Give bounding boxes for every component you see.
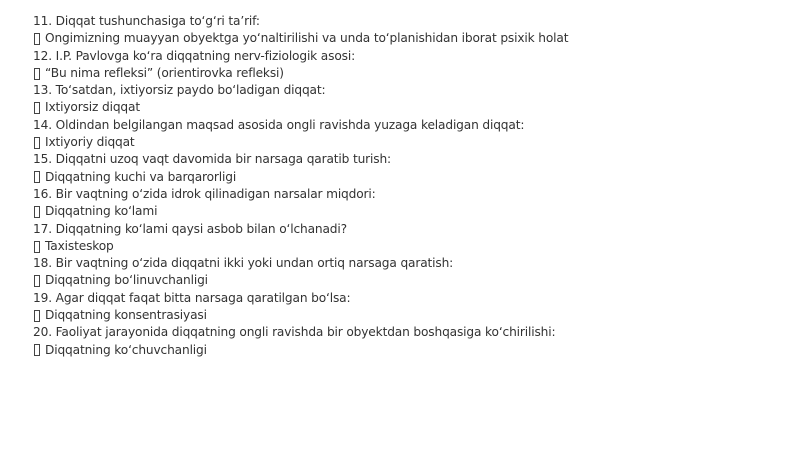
question-text: 12. I.P. Pavlovga ko‘ra diqqatning nerv-fiziologik asosi: xyxy=(33,48,356,63)
answer-text: Diqqatning kuchi va barqarorligi xyxy=(45,169,237,184)
answer-row xyxy=(33,238,793,255)
answer-row xyxy=(33,65,793,82)
missing-glyph-icon xyxy=(34,310,40,322)
missing-glyph-icon xyxy=(34,275,40,287)
question-text: 11. Diqqat tushunchasiga to‘g‘ri ta’rif: xyxy=(33,14,260,28)
answer-row xyxy=(33,30,793,47)
answer-row xyxy=(33,342,793,359)
answer-row xyxy=(33,134,793,151)
answer-row xyxy=(33,307,793,324)
answer-text: Ixtiyoriy diqqat xyxy=(45,135,135,150)
question-text: 15. Diqqatni uzoq vaqt davomida bir narsaga qaratib turish: xyxy=(33,152,391,167)
missing-glyph-icon xyxy=(34,68,40,80)
answer-text: “Bu nima refleksi” (orientirovka refleksi) xyxy=(45,65,284,80)
answer-text: Diqqatning ko‘chuvchanligi xyxy=(45,342,207,357)
question-text: 17. Diqqatning ko‘lami qaysi asbob bilan o‘lchanadi? xyxy=(33,221,347,236)
answer-row xyxy=(33,272,793,289)
question-text: 20. Faoliyat jarayonida diqqatning ongli ravishda bir obyektdan boshqasiga ko‘chirilishi: xyxy=(33,325,556,340)
question-text: 19. Agar diqqat faqat bitta narsaga qaratilgan bo‘lsa: xyxy=(33,290,351,305)
answer-text: Ongimizning muayyan obyektga yo‘naltirilishi va unda to‘planishidan iborat psixik holat xyxy=(45,31,569,46)
missing-glyph-icon xyxy=(34,206,40,218)
missing-glyph-icon xyxy=(34,33,40,45)
missing-glyph-icon xyxy=(34,344,40,356)
answer-text: Ixtiyorsiz diqqat xyxy=(45,100,140,115)
answer-row xyxy=(33,169,793,186)
document-body xyxy=(33,13,793,359)
answer-row xyxy=(33,99,793,116)
missing-glyph-icon xyxy=(34,241,40,253)
answer-text: Taxisteskop xyxy=(45,238,114,253)
question-text: 14. Oldindan belgilangan maqsad asosida ongli ravishda yuzaga keladigan diqqat: xyxy=(33,117,525,132)
question-text: 16. Bir vaqtning o‘zida idrok qilinadigan narsalar miqdori: xyxy=(33,186,376,201)
missing-glyph-icon xyxy=(34,171,40,183)
answer-text: Diqqatning bo‘linuvchanligi xyxy=(45,273,208,288)
answer-text: Diqqatning ko‘lami xyxy=(45,204,158,219)
question-text: 18. Bir vaqtning o‘zida diqqatni ikki yoki undan ortiq narsaga qaratish: xyxy=(33,256,454,271)
question-text: 13. To‘satdan, ixtiyorsiz paydo bo‘ladigan diqqat: xyxy=(33,83,326,98)
missing-glyph-icon xyxy=(34,102,40,114)
answer-row xyxy=(33,203,793,220)
missing-glyph-icon xyxy=(34,137,40,149)
answer-text: Diqqatning konsentrasiyasi xyxy=(45,308,207,323)
